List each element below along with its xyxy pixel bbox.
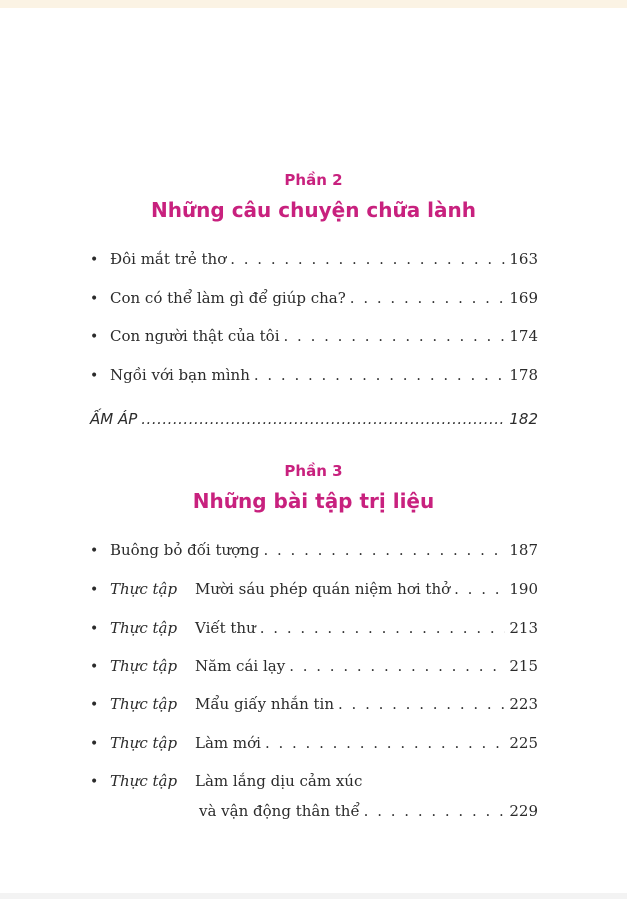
toc-entry[interactable] <box>90 617 538 639</box>
bullet-icon: • <box>90 543 99 559</box>
toc-entry[interactable] <box>90 732 538 754</box>
dot-leader <box>284 325 506 347</box>
toc-entry[interactable] <box>90 364 538 386</box>
toc-entry-title: Con có thể làm gì để giúp cha? <box>110 289 346 307</box>
toc-entry-page: 178 <box>509 366 538 384</box>
dot-leader <box>141 408 505 430</box>
bullet-icon: • <box>90 774 99 790</box>
toc-entry-title: Buông bỏ đối tượng <box>110 541 260 559</box>
toc-entry-title: Làm mới <box>195 734 261 752</box>
toc-entry[interactable] <box>90 655 538 677</box>
toc-entry[interactable] <box>90 578 538 600</box>
practice-prefix: Thực tập <box>110 695 178 713</box>
toc-entry-title: Mẩu giấy nhắn tin <box>195 695 334 713</box>
toc-entry-title: ẤM ÁP <box>90 410 138 428</box>
practice-prefix: Thực tập <box>110 657 178 675</box>
toc-entry-page: 223 <box>509 695 538 713</box>
toc-entry-title: Ngồi với bạn mình <box>110 366 250 384</box>
practice-prefix: Thực tập <box>110 734 178 752</box>
dot-leader <box>265 732 505 754</box>
toc-entry-page: 225 <box>509 734 538 752</box>
dot-leader <box>230 248 505 270</box>
toc-entry-title: Mười sáu phép quán niệm hơi thở <box>195 580 451 598</box>
bullet-icon: • <box>90 582 99 598</box>
bullet-icon: • <box>90 329 99 345</box>
part-2-label: Phần 2 <box>284 171 343 189</box>
toc-entry-page: 229 <box>509 802 538 820</box>
toc-entry[interactable] <box>90 287 538 309</box>
bullet-icon: • <box>90 621 99 637</box>
dot-leader <box>263 539 505 561</box>
toc-entry-page: 182 <box>509 410 538 428</box>
toc-entry[interactable] <box>90 325 538 347</box>
toc-entry-title: Viết thư <box>195 619 256 637</box>
part-2-title: Những câu chuyện chữa lành <box>150 198 477 222</box>
toc-entry-page: 174 <box>509 327 538 345</box>
dot-leader <box>260 617 506 639</box>
toc-entry-title: Con người thật của tôi <box>110 327 280 345</box>
practice-prefix: Thực tập <box>110 619 178 637</box>
toc-entry[interactable] <box>90 770 538 792</box>
bullet-icon: • <box>90 697 99 713</box>
dot-leader <box>254 364 506 386</box>
dot-leader <box>350 287 506 309</box>
bullet-icon: • <box>90 736 99 752</box>
toc-entry-page: 163 <box>509 250 538 268</box>
toc-entry-special[interactable] <box>90 408 538 430</box>
toc-entry-title: Năm cái lạy <box>195 657 286 675</box>
dot-leader <box>289 655 505 677</box>
toc-entry[interactable] <box>90 248 538 270</box>
bullet-icon: • <box>90 252 99 268</box>
toc-entry-title: và vận động thân thể <box>199 802 360 820</box>
bullet-icon: • <box>90 368 99 384</box>
toc-entry[interactable] <box>90 693 538 715</box>
toc-entry-page: 190 <box>509 580 538 598</box>
toc-entry-title: Làm lắng dịu cảm xúc <box>195 772 363 790</box>
toc-entry-title: Đôi mắt trẻ thơ <box>110 250 227 268</box>
practice-prefix: Thực tập <box>110 772 178 790</box>
dot-leader <box>454 578 505 600</box>
toc-entry-page: 187 <box>509 541 538 559</box>
dot-leader <box>338 693 505 715</box>
part-3-title: Những bài tập trị liệu <box>192 489 435 513</box>
bullet-icon: • <box>90 659 99 675</box>
bullet-icon: • <box>90 291 99 307</box>
part-3-label: Phần 3 <box>284 462 343 480</box>
practice-prefix: Thực tập <box>110 580 178 598</box>
toc-entry-continuation[interactable] <box>199 800 538 822</box>
toc-entry-page: 215 <box>509 657 538 675</box>
bottom-strip <box>0 893 627 899</box>
top-strip <box>0 0 627 8</box>
toc-entry-page: 213 <box>509 619 538 637</box>
toc-entry-page: 169 <box>509 289 538 307</box>
dot-leader <box>364 800 506 822</box>
toc-entry[interactable] <box>90 539 538 561</box>
